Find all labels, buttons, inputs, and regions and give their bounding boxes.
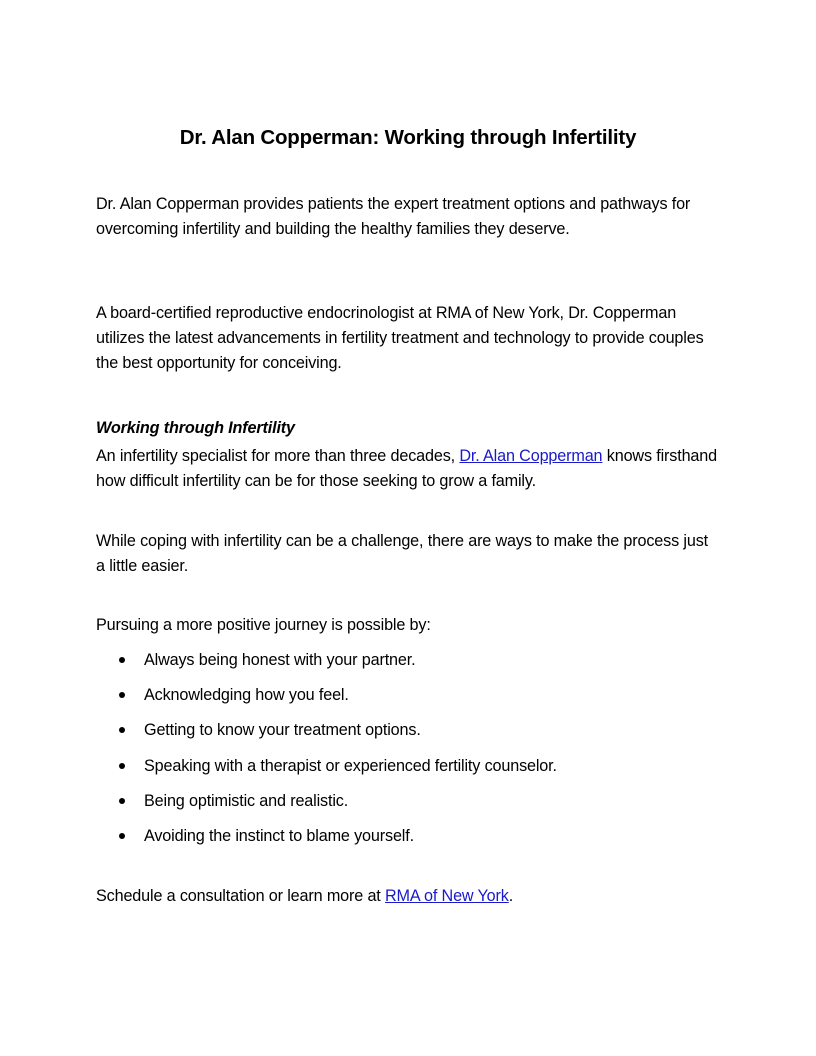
intro-paragraph: Dr. Alan Copperman provides patients the expert treatment options and pathways for overcoming infertility and building the healthy families they deserve. <box>96 195 691 238</box>
bullet-icon <box>119 798 125 804</box>
bullet-icon <box>119 833 125 839</box>
section-subheading: Working through Infertility <box>96 419 295 437</box>
list-item-text: Speaking with a therapist or experienced fertility counselor. <box>144 756 557 775</box>
tips-list <box>96 648 557 859</box>
list-item-text: Avoiding the instinct to blame yourself. <box>144 826 414 845</box>
specialist-text-before: An infertility specialist for more than three decades, <box>96 447 460 465</box>
dr-copperman-link[interactable]: Dr. Alan Copperman <box>459 447 603 465</box>
rma-new-york-link[interactable]: RMA of New York <box>385 887 509 905</box>
bullet-icon <box>119 763 125 769</box>
bullet-icon <box>119 727 125 733</box>
bullet-icon <box>119 657 125 663</box>
list-item-text: Acknowledging how you feel. <box>144 686 349 705</box>
specialist-paragraph <box>96 444 720 494</box>
bio-paragraph: A board-certified reproductive endocrinologist at RMA of New York, Dr. Copperman utilizes the latest advancements in fertility treatment and technology to provide couples the best opportunity for conceiving. <box>96 304 704 372</box>
specialist-text-after: knows firsthand how difficult infertility can be for those seeking to grow a family. <box>96 447 717 490</box>
document-title: Dr. Alan Copperman: Working through Infertility <box>179 126 637 149</box>
list-item <box>96 648 557 683</box>
list-item <box>96 789 557 824</box>
list-item-text: Getting to know your treatment options. <box>144 721 421 740</box>
list-item <box>96 824 557 859</box>
list-item <box>96 754 557 789</box>
list-intro: Pursuing a more positive journey is possible by: <box>96 616 431 634</box>
closing-text-after: . <box>508 887 514 905</box>
list-item-text: Always being honest with your partner. <box>144 651 416 669</box>
coping-paragraph: While coping with infertility can be a challenge, there are ways to make the process just a little easier. <box>96 532 708 575</box>
closing-paragraph <box>96 884 720 909</box>
list-item-text: Being optimistic and realistic. <box>144 791 349 810</box>
closing-text-before: Schedule a consultation or learn more at <box>96 887 385 905</box>
bullet-icon <box>119 692 125 698</box>
list-item <box>96 683 557 718</box>
list-item <box>96 718 557 753</box>
